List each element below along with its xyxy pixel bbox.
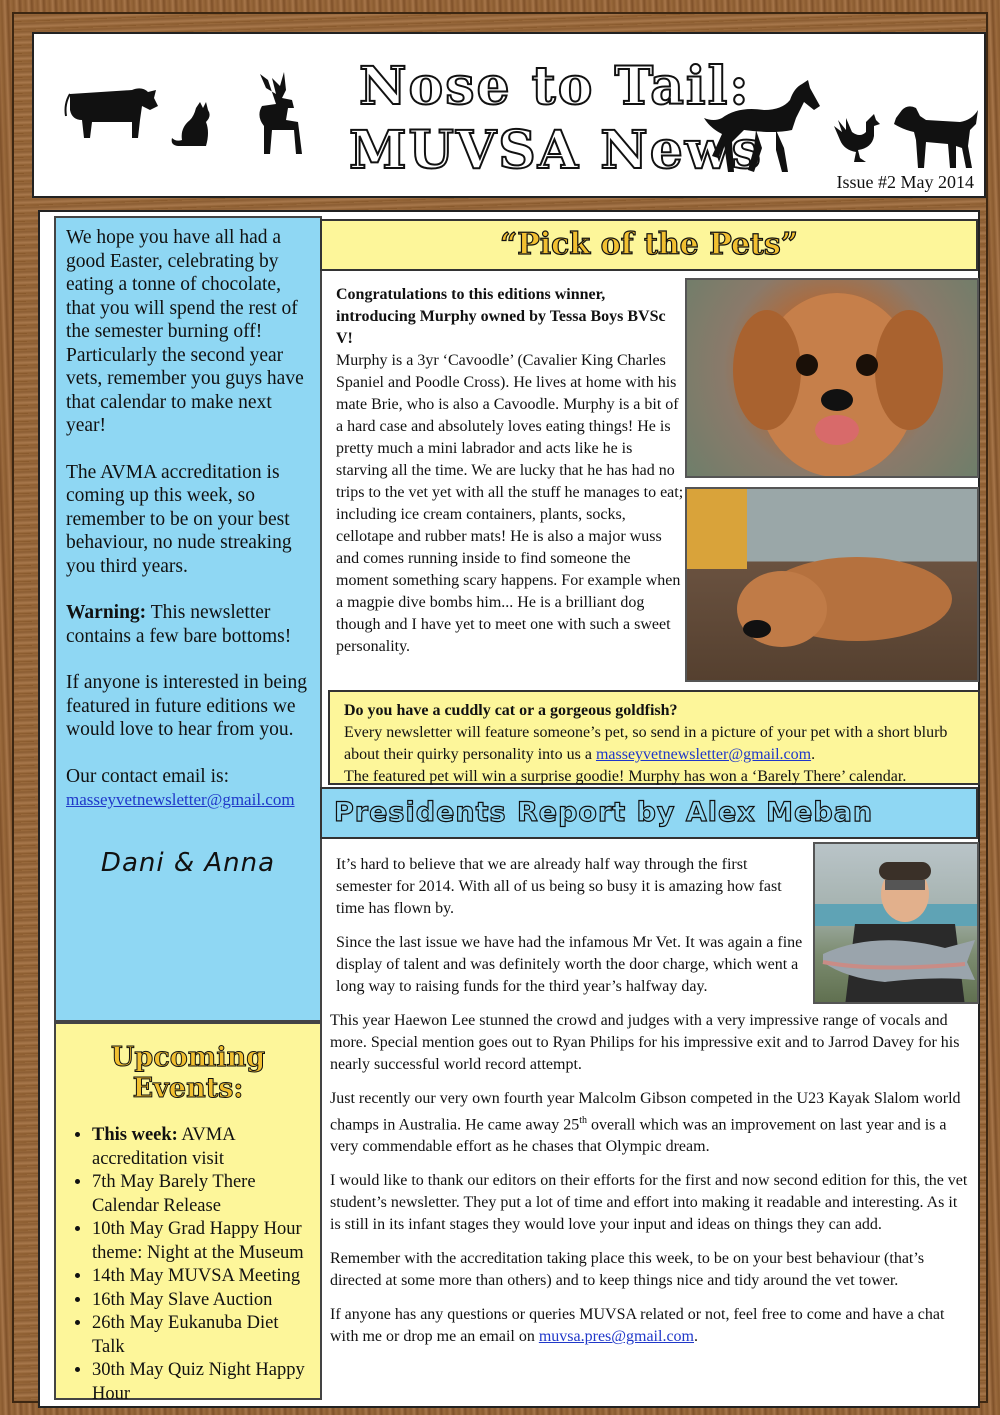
deer-silhouette-icon xyxy=(242,64,322,156)
intro-paragraph: If anyone is interested in being featured in future editions we would love to hear from you. xyxy=(66,672,307,740)
callout-text: Every newsletter will feature someone’s pet, so send in a picture of your pet with a short blurb about their quirky personality into us a xyxy=(344,724,948,763)
event-item: • 26th May Eukanuba Diet Talk xyxy=(92,1312,310,1359)
president-photo xyxy=(813,842,979,1004)
president-email-link[interactable]: muvsa.pres@gmail.com xyxy=(538,1328,694,1346)
pet-submission-callout xyxy=(328,690,980,785)
pet-body: Murphy is a 3yr ‘Cavoodle’ (Cavalier King Charles Spaniel and Poodle Cross). He lives at home with his mate Brie, who is also a Cavoodle. Murphy is a bit of a hard case and absolutely loves eating things! He is pretty much a mini labrador and acts like he is starving all the time. We are lucky that he has had no trips to the vet yet with all the stuff he manages to eat; including ice cream containers, plants, socks, cellotape and rubber mats! He is also a major wuss and comes running inside to find someone the moment something scary happens. For example when a magpie dive bombs him... He is a brilliant dog though and I have yet to meet one with such a sweet personality. xyxy=(336,352,684,655)
event-item: • 10th May Grad Happy Hour theme: Night at the Museum xyxy=(92,1218,310,1265)
murphy-photo-lying xyxy=(685,487,979,682)
report-text: If anyone has any questions or queries MUVSA related or not, feel free to come and have a chat with me or drop me an email on xyxy=(330,1306,945,1346)
intro-paragraph: The AVMA accreditation is coming up this week, so remember to be on your best behaviour, no nude streaking you third years. xyxy=(66,461,292,577)
report-paragraph xyxy=(330,1304,970,1348)
event-item: • 16th May Slave Auction xyxy=(92,1289,310,1313)
callout-text-end: . xyxy=(811,746,816,763)
report-text: Just recently our very own fourth year Malcolm Gibson competed in the U23 Kayak Slalom world champs in Australia. He came away 25 xyxy=(330,1090,961,1134)
pet-feature-text xyxy=(336,284,684,658)
dog-lying-image xyxy=(687,489,979,682)
report-text: overall which was an improvement on last year and is a very commendable effort as he chases that Olympic dream. xyxy=(330,1116,947,1156)
ordinal-suffix: th xyxy=(579,1115,588,1126)
dog-face-image xyxy=(687,280,979,478)
issue-label: Issue #2 May 2014 xyxy=(836,172,974,192)
event-item: • 7th May Barely There Calendar Release xyxy=(92,1171,310,1218)
report-paragraph: I would like to thank our editors on their efforts for the first and now second edition for this, the vet student’s newsletter. They put a lot of time and effort into making it readable and interesting. As it is still in its infant stages they would love your input and ideas on things they can add. xyxy=(330,1172,968,1234)
pick-of-pets-title: “Pick of the Pets” xyxy=(499,227,799,262)
report-text: . xyxy=(694,1328,698,1346)
upcoming-events-panel xyxy=(54,1022,322,1404)
president-with-fish-image xyxy=(815,844,979,1004)
horse-silhouette-icon xyxy=(704,78,822,174)
newsletter-page xyxy=(12,12,988,1403)
callout-heading: Do you have a cuddly cat or a gorgeous goldfish? xyxy=(344,702,678,719)
event-first-text: AVMA accreditation visit xyxy=(92,1125,235,1169)
contact-email-link[interactable]: masseyvetnewsletter@gmail.com xyxy=(66,790,295,809)
event-item xyxy=(92,1124,310,1171)
cat-silhouette-icon xyxy=(166,102,218,150)
cow-silhouette-icon xyxy=(62,76,162,146)
presidents-report-header xyxy=(320,787,978,839)
newsletter-title-line2: MUVSA News xyxy=(349,120,763,181)
newsletter-title-line1: Nose to Tail: xyxy=(359,56,751,117)
warning-paragraph xyxy=(66,601,310,648)
contact-label: Our contact email is: xyxy=(66,765,229,787)
warning-label: Warning: xyxy=(66,602,147,623)
report-paragraph xyxy=(330,1088,970,1158)
presidents-report-title: Presidents Report by Alex Meban xyxy=(334,797,874,828)
dog-silhouette-icon xyxy=(890,104,980,170)
presidents-report-intro xyxy=(336,854,806,1010)
event-item: • 14th May MUVSA Meeting xyxy=(92,1265,310,1289)
presidents-report-body xyxy=(330,1010,970,1360)
report-paragraph: Since the last issue we have had the infamous Mr Vet. It was again a fine display of talent and was definitely worth the door charge, which went a long way to raising funds for the third year’s halfway day. xyxy=(336,934,803,995)
callout-prize-text: The featured pet will win a surprise goodie! Murphy has won a ‘Barely There’ calendar. xyxy=(344,768,907,785)
events-list xyxy=(66,1124,310,1406)
event-item: • 30th May Quiz Night Happy Hour xyxy=(92,1359,310,1406)
event-first-label: This week: xyxy=(92,1125,178,1145)
events-heading: Upcoming Events: xyxy=(110,1042,266,1104)
report-paragraph: It’s hard to believe that we are already half way through the first semester for 2014. With all of us being so busy it is amazing how fast time has flown by. xyxy=(336,856,782,917)
callout-email-link[interactable]: masseyvetnewsletter@gmail.com xyxy=(595,746,812,763)
intro-panel xyxy=(54,216,322,1022)
masthead xyxy=(32,32,986,198)
intro-paragraph: We hope you have all had a good Easter, celebrating by eating a tonne of chocolate, that you will spend the rest of the semester burning off! Particularly the second year vets, remember you guys have that calendar to make next year! xyxy=(66,227,304,436)
report-paragraph: This year Haewon Lee stunned the crowd and judges with a very impressive range of vocals and more. Special mention goes out to Ryan Philips for his impressive exit and to Jarrod Davey for his nearly successful world record attempt. xyxy=(330,1012,960,1073)
editors-signature: Dani & Anna xyxy=(100,847,276,878)
pet-lead: Congratulations to this editions winner, introducing Murphy owned by Tessa Boys BVSc V! xyxy=(336,286,666,347)
content-area xyxy=(38,210,980,1408)
murphy-photo-closeup xyxy=(685,278,979,478)
warning-text: This newsletter contains a few bare bottoms! xyxy=(66,602,292,647)
pick-of-pets-header xyxy=(320,219,978,271)
rooster-silhouette-icon xyxy=(834,114,882,166)
report-paragraph: Remember with the accreditation taking place this week, to be on your best behaviour (that’s directed at some more than others) and to keep things nice and tidy around the vet tower. xyxy=(330,1250,925,1290)
